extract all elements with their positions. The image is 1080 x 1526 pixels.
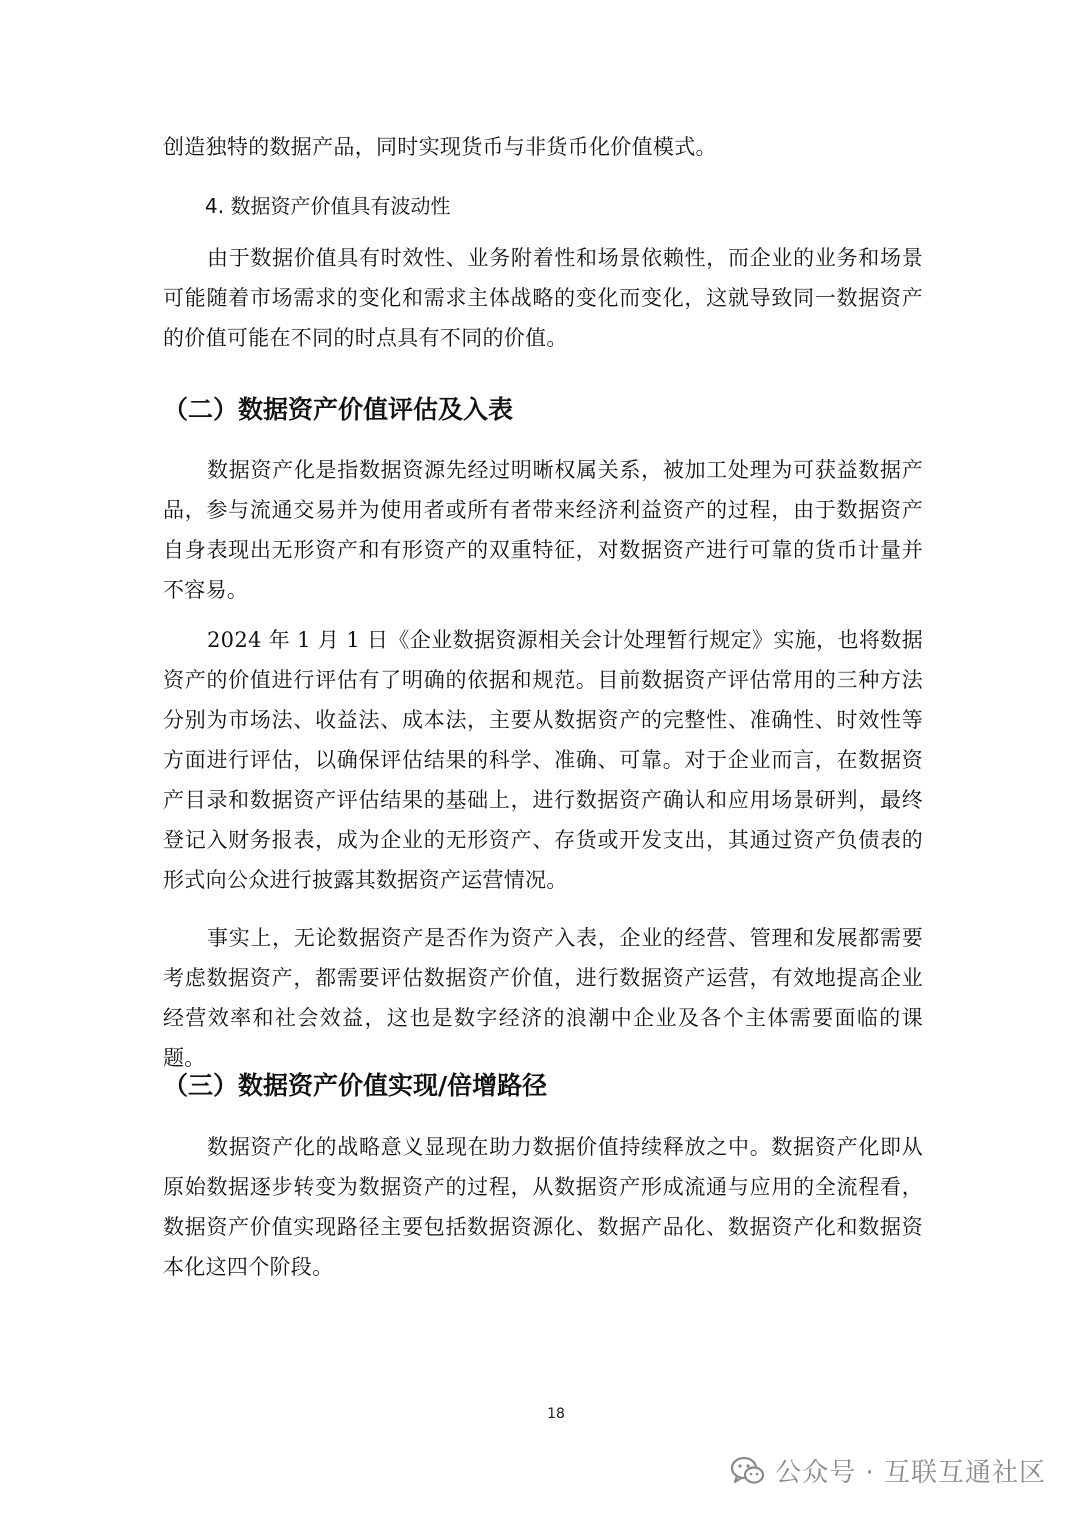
section-heading-realization: （三）数据资产价值实现/倍增路径 xyxy=(163,1071,548,1100)
paragraph-in-fact: 事实上，无论数据资产是否作为资产入表，企业的经营、管理和发展都需要考虑数据资产，都需要评估数据资产价值，进行数据资产运营，有效地提高企业经营效率和社会效益，这也是数字经济的浪潮中企业及各个主体需要面临的课题。 xyxy=(163,926,923,1070)
paragraph-intro-end: 创造独特的数据产品，同时实现货币与非货币化价值模式。 xyxy=(163,135,717,159)
paragraph-assetization: 数据资产化是指数据资源先经过明晰权属关系，被加工处理为可获益数据产品，参与流通交易并为使用者或所有者带来经济利益资产的过程，由于数据资产自身表现出无形资产和有形资产的双重特征，对数据资产进行可靠的货币计量并不容易。 xyxy=(163,458,923,602)
page-number: 18 xyxy=(547,1406,565,1422)
wechat-icon xyxy=(731,1456,765,1486)
section-heading-valuation: （二）数据资产价值评估及入表 xyxy=(163,395,514,424)
paragraph-strategy: 数据资产化的战略意义显现在助力数据价值持续释放之中。数据资产化即从原始数据逐步转变为数据资产的过程，从数据资产形成流通与应用的全流程看，数据资产价值实现路径主要包括数据资源化、数据产品化、数据资产化和数据资本化这四个阶段。 xyxy=(163,1135,923,1279)
paragraph-regulation: 2024 年 1 月 1 日《企业数据资源相关会计处理暂行规定》实施，也将数据资产的价值进行评估有了明确的依据和规范。目前数据资产评估常用的三种方法分别为市场法、收益法、成本法，主要从数据资产的完整性、准确性、时效性等方面进行评估，以确保评估结果的科学、准确、可靠。对于企业而言，在数据资产目录和数据资产评估结果的基础上，进行数据资产确认和应用场景研判，最终登记入财务报表，成为企业的无形资产、存货或开发支出，其通过资产负债表的形式向公众进行披露其数据资产运营情况。 xyxy=(163,628,923,892)
paragraph-volatility: 由于数据价值具有时效性、业务附着性和场景依赖性，而企业的业务和场景可能随着市场需求的变化和需求主体战略的变化而变化，这就导致同一数据资产的价值可能在不同的时点具有不同的价值。 xyxy=(163,246,923,350)
watermark-text: 公众号 · 互联互通社区 xyxy=(775,1458,1046,1488)
sub-heading-volatility: 4. 数据资产价值具有波动性 xyxy=(205,194,451,218)
watermark xyxy=(731,1452,1046,1489)
